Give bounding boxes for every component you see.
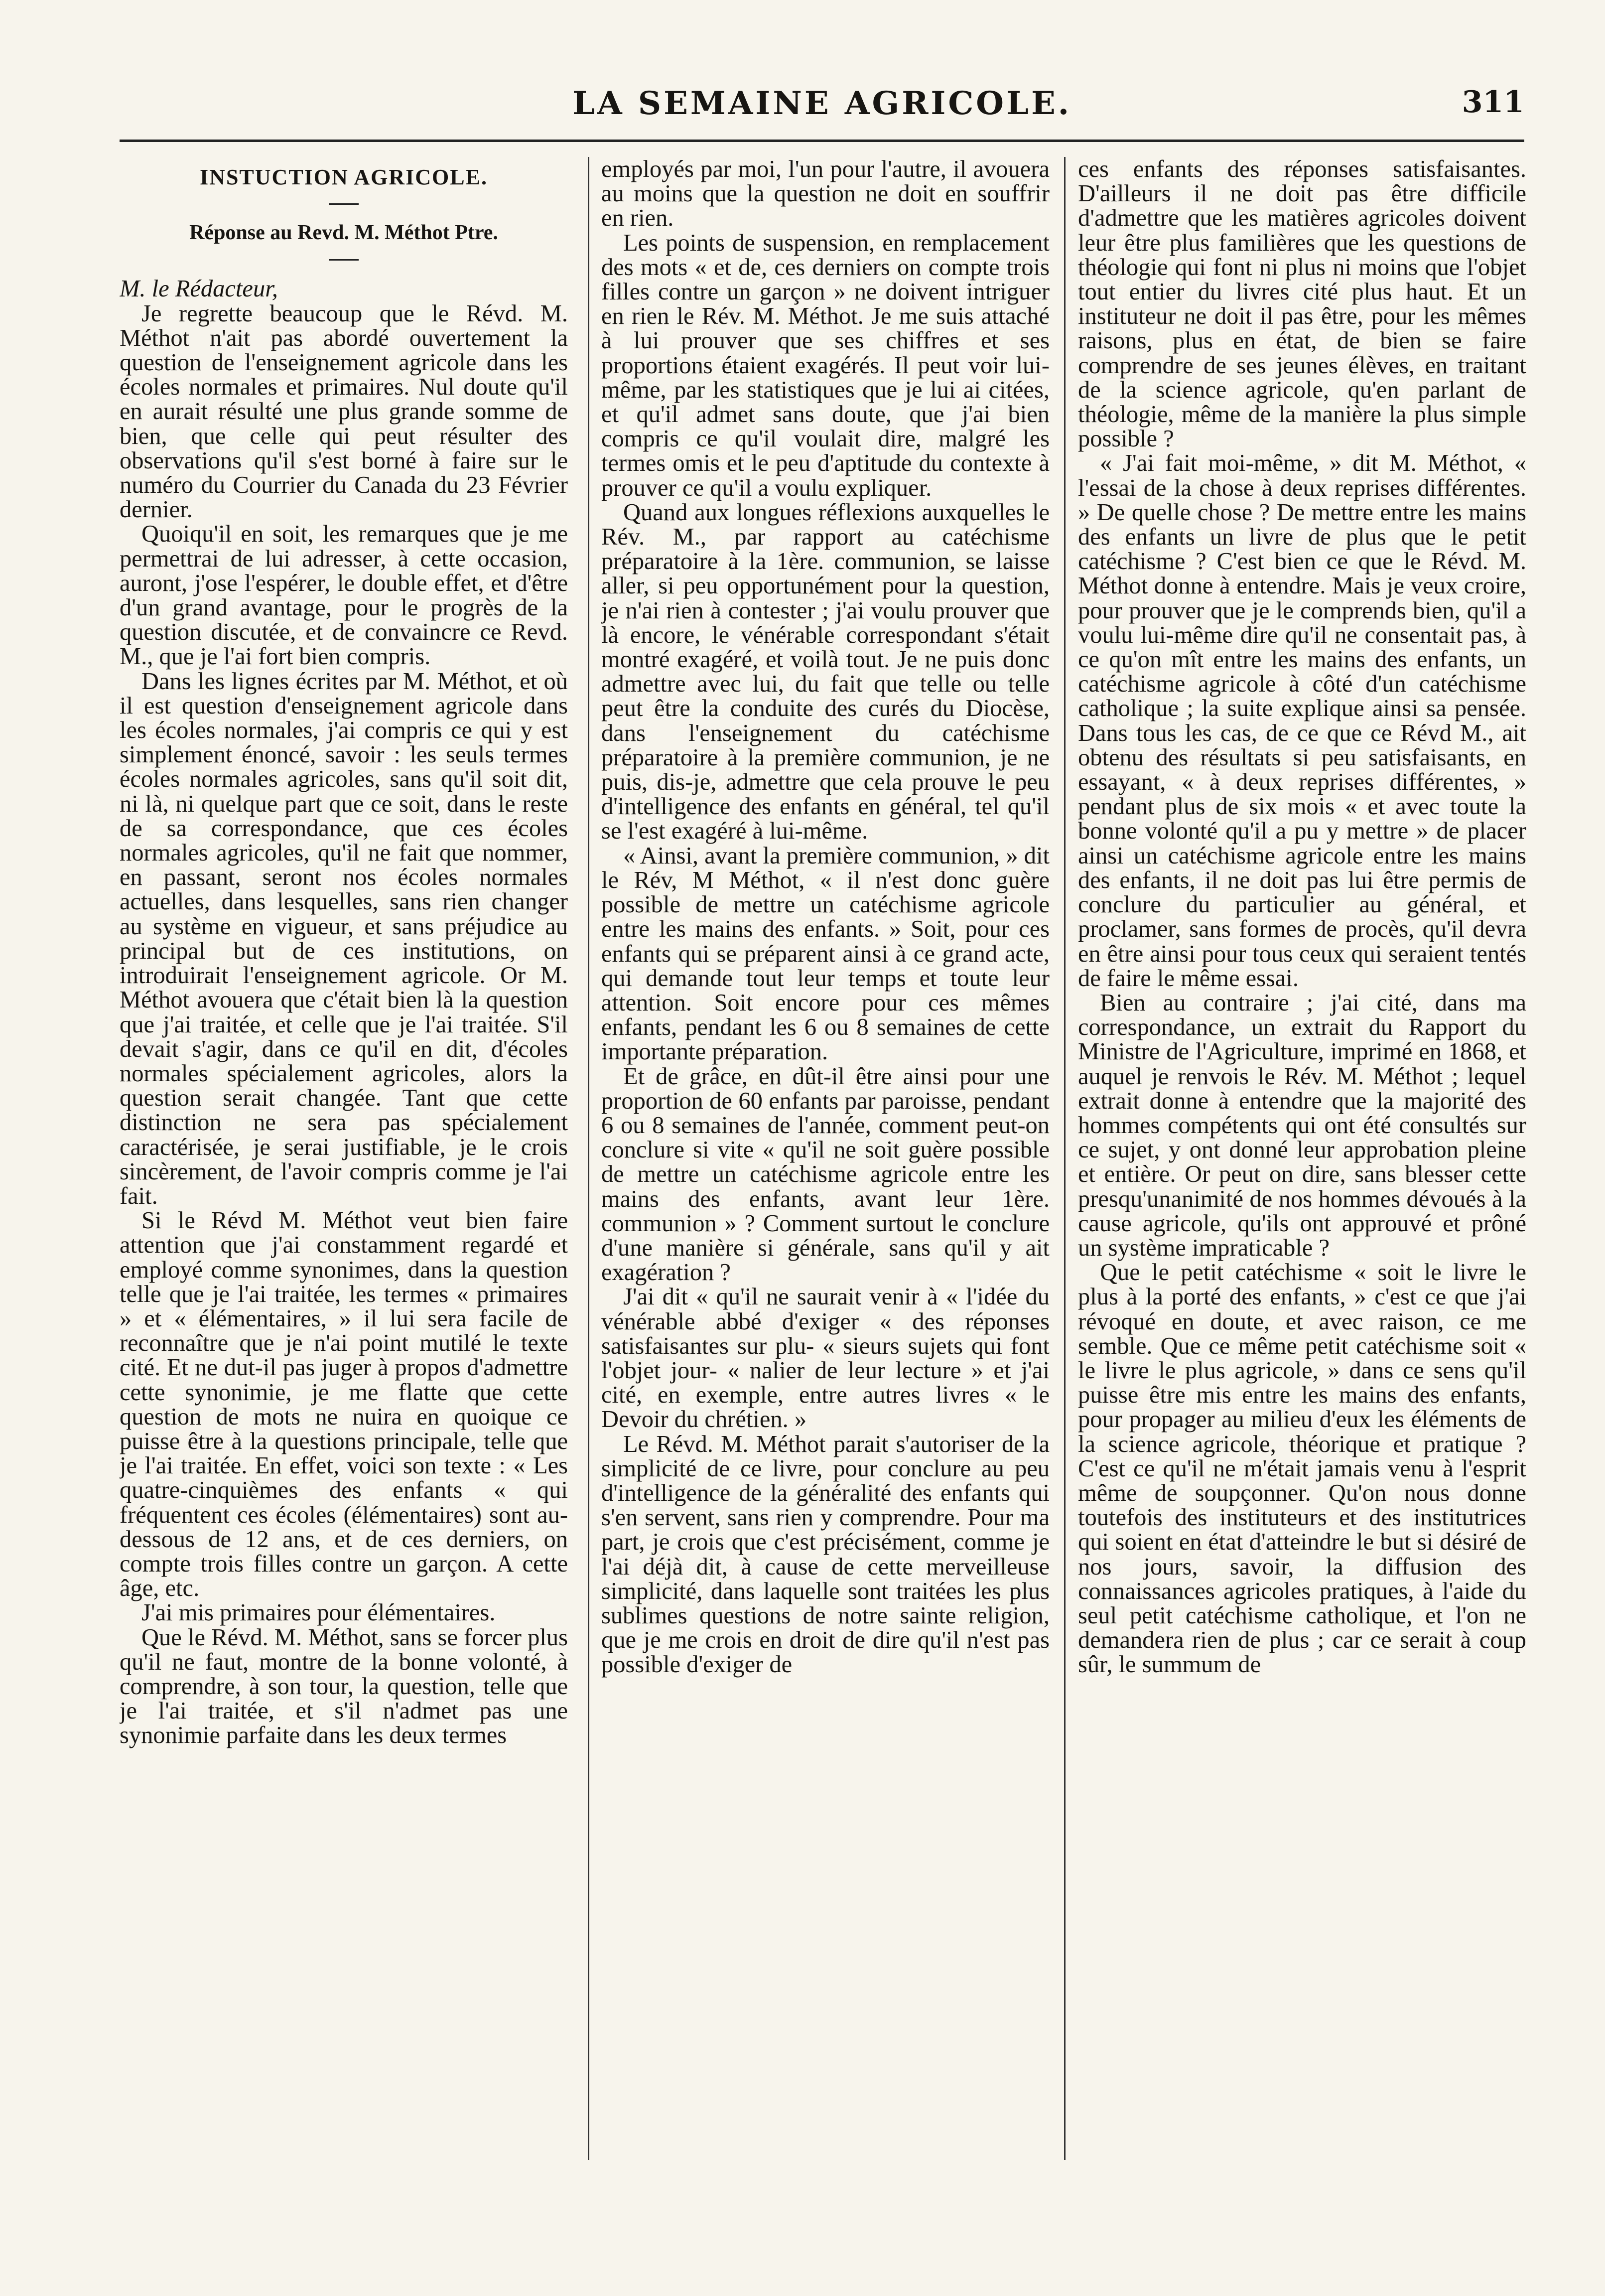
paragraph: Quand aux longues réflexions auxquelles le Rév. M., par rapport au catéchisme préparatoire à la 1ère. communion, se laisse aller, si peu opportunément pour la question, je n'ai rien à contester ; j'ai voulu prouver que là encore, le vénérable correspondant s'était montré exagéré, et voilà tout. Je ne puis donc admettre avec lui, du fait que telle ou telle peut être la conduite des curés du Diocèse, dans l'enseignement du catéchisme préparatoire à la première communion, je ne puis, dis-je, admettre que cela prouve le peu d'intelligence des enfants en général, tel qu'il se l'est exagéré à lui-même.	[601, 499, 1050, 845]
paragraph: Quoiqu'il en soit, les remarques que je me permettrai de lui adresser, à cette occasion, auront, j'ose l'espérer, le double effet, et d'être d'un grand avantage, pour le progrès de la question discutée, et de convaincre ce Revd. M., que je l'ai fort bien compris.	[120, 521, 568, 670]
paragraph: Les points de suspension, en remplacement des mots « et de, ces derniers on compte trois filles contre un garçon » ne doivent intriguer en rien le Rév. M. Méthot. Je me suis attaché à lui prouver que ses chiffres et ses proportions étaient exagérés. Il peut voir lui-même, par les statistiques que je lui ai citées, et qu'il admet sans doute, que j'ai bien compris ce qu'il voulait dire, malgré les termes omis et le peu d'aptitude du contexte à prouver ce qu'il a voulu expliquer.	[601, 229, 1050, 501]
column-2	[601, 157, 1050, 2160]
article-subheading: Réponse au Revd. M. Méthot Ptre.	[189, 221, 498, 245]
column-1	[120, 157, 568, 2160]
paragraph: Je regrette beaucoup que le Révd. M. Méthot n'ait pas abordé ouvertement la question de l'enseignement agricole dans les écoles normales et primaires. Nul doute qu'il en aurait résulté une plus grande somme de bien, que celle qui peut résulter des observations qu'il s'est borné à faire sur le numéro du Courrier du Canada du 23 Février dernier.	[120, 300, 568, 523]
column-3	[1078, 157, 1526, 2160]
paragraph: « J'ai fait moi-même, » dit M. Méthot, « l'essai de la chose à deux reprises différentes. » De quelle chose ? De mettre entre les mains des enfants un livre de plus que le petit catéchisme ? C'est bien ce que le Révd. M. Méthot donne à entendre. Mais je veux croire, pour prouver que je le comprends bien, qu'il a voulu lui-même dire qu'il ne consentait pas, à ce qu'on mît entre les mains des enfants, un catéchisme agricole à côté d'un catéchisme catholique ; la suite explique ainsi sa pensée. Dans tous les cas, de ce que ce Révd M., ait obtenu des résultats si peu satisfaisants, en essayant, « à deux reprises différentes, » pendant plus de six mois « et avec toute la bonne volonté qu'il a pu y mettre » de placer ainsi un catéchisme agricole entre les mains des enfants, il ne doit pas lui être permis de conclure du particulier au général, et proclamer, sans formes de procès, qu'il devra en être ainsi pour tous ceux qui seraient tentés de faire le même essai.	[1078, 450, 1526, 992]
page-number: 311	[1462, 85, 1524, 120]
paragraph: Que le petit catéchisme « soit le livre le plus à la porté des enfants, » c'est ce que j'ai révoqué en doute, et avec raison, ce me semble. Que ce même petit catéchisme soit « le livre le plus agricole, » dans ce sens qu'il puisse être mis entre les mains des enfants, pour propager au milieu d'eux les éléments de la science agricole, théorique et pratique ? C'est ce qu'il ne m'était jamais venu à l'esprit même de soupçonner. Qu'on nous donne toutefois des instituteurs et des institutrices qui soient en état d'atteindre le but si désiré de nos jours, savoir, la diffusion des connaissances agricoles pratiques, à l'aide du seul petit catéchisme catholique, et l'on ne demandera rien de plus ; car ce serait à coup sûr, le summum de	[1078, 1259, 1526, 1678]
paragraph: Et de grâce, en dût-il être ainsi pour une proportion de 60 enfants par paroisse, pendant 6 ou 8 semaines de l'année, comment peut-on conclure si vite « qu'il ne soit guère possible de mettre un catéchisme agricole entre les mains des enfants, avant leur 1ère. communion » ? Comment surtout le conclure d'une manière si générale, sans qu'il y ait exagération ?	[601, 1063, 1050, 1286]
column-divider	[1064, 157, 1066, 2160]
paragraph: J'ai dit « qu'il ne saurait venir à « l'idée du vénérable abbé d'exiger « des réponses satisfaisantes sur plu- « sieurs sujets qui font l'objet jour- « nalier de leur lecture » et j'ai cité, en exemple, entre autres livres « le Devoir du chrétien. »	[601, 1284, 1050, 1433]
heading-rule	[329, 203, 359, 205]
paragraph: Le Révd. M. Méthot parait s'autoriser de la simplicité de ce livre, pour conclure au peu d'intelligence de la généralité des enfants qui s'en servent, sans rien y comprendre. Pour ma part, je crois que c'est précisément, comme je l'ai déjà dit, à cause de cette merveilleuse simplicité, dans laquelle sont traitées les plus sublimes questions de notre sainte religion, que je me crois en droit de dire qu'il n'est pas possible d'exiger de	[601, 1431, 1050, 1678]
paragraph: Bien au contraire ; j'ai cité, dans ma correspondance, un extrait du Rapport du Ministre de l'Agriculture, imprimé en 1868, et auquel je renvois le Rév. M. Méthot ; lequel extrait donne à entendre que la majorité des hommes compétents qui ont été consultés sur ce sujet, y ont donné leur approbation pleine et entière. Or peut on dire, sans blesser cette presqu'unanimité de nos hommes dévoués à la cause agricole, qu'ils ont approuvé et prôné un système impraticable ?	[1078, 989, 1526, 1261]
paragraph: J'ai mis primaires pour élémentaires.	[141, 1599, 496, 1626]
paragraph: « Ainsi, avant la première communion, » dit le Rév, M Méthot, « il n'est donc guère possible de mettre un catéchisme agricole entre les mains des enfants. » Soit, pour ces enfants qui se préparent ainsi à ce grand acte, qui demande tout leur temps et toute leur attention. Soit encore pour ces mêmes enfants, pendant les 6 ou 8 semaines de cette importante préparation.	[601, 842, 1050, 1065]
salutation: M. le Rédacteur,	[120, 276, 278, 302]
running-title: LA SEMAINE AGRICOLE.	[572, 85, 1072, 122]
paragraph: Si le Révd M. Méthot veut bien faire attention que j'ai constamment regardé et employé comme synonimes, dans la question telle que je l'ai traitée, les termes « primaires » et « élémentaires, » il lui sera facile de reconnaître que je n'ai point mutilé le texte cité. Et ne dut-il pas juger à propos d'admettre cette synonimie, je me flatte que cette question de mots ne nuira en quoique ce puisse être à la questions principale, telle que je l'ai traitée. En effet, voici son texte : « Les quatre-cinquièmes des enfants « qui fréquentent ces écoles (élémentaires) sont au-dessous de 12 ans, et de ces derniers, on compte trois filles contre un garçon. A cette âge, etc.	[120, 1207, 568, 1602]
paragraph: Dans les lignes écrites par M. Méthot, et où il est question d'enseignement agricole dans les écoles normales, j'ai compris ce qui y est simplement énoncé, savoir : les seuls termes écoles normales agricoles, sans qu'il soit dit, ni là, ni quelque part que ce soit, dans le reste de sa correspondance, que ces écoles normales agricoles, qu'il ne fait que nommer, en passant, seront nos écoles normales actuelles, dans lesquelles, sans rien changer au système en vigueur, et sans préjudice au principal but de ces institutions, on introduirait l'enseignement agricole. Or M. Méthot avouera que c'était bien là la question que j'ai traitée, et celle que je l'ai traitée. S'il devait s'agir, dans ce qu'il en dit, d'écoles normales spécialement agricoles, alors la question serait changée. Tant que cette distinction ne sera pas spécialement caractérisée, je serai justifiable, je le crois sincèrement, de l'avoir compris comme je l'ai fait.	[120, 668, 568, 1209]
column-divider	[588, 157, 589, 2160]
article-heading: INSTUCTION AGRICOLE.	[200, 165, 488, 189]
paragraph: employés par moi, l'un pour l'autre, il avouera au moins que la question ne doit en souffrir en rien.	[601, 157, 1050, 232]
paragraph: ces enfants des réponses satisfaisantes. D'ailleurs il ne doit pas être difficile d'admettre que les matières agricoles doivent leur être plus familières que les questions de théologie qui font ni plus ni moins que l'objet tout entier du livres cité plus haut. Et un instituteur ne doit il pas être, pour les mêmes raisons, plus en état, de bien se faire comprendre de ses jeunes élèves, en traitant de la science agricole, qu'en parlant de théologie, même de la manière la plus simple possible ?	[1078, 157, 1526, 452]
header-rule	[120, 140, 1524, 142]
paragraph: Que le Révd. M. Méthot, sans se forcer plus qu'il ne faut, montre de la bonne volonté, à comprendre, à son tour, la question, telle que je l'ai traitée, et s'il n'admet pas une synonimie parfaite dans les deux termes	[120, 1624, 568, 1749]
page-header	[120, 75, 1524, 144]
subheading-rule	[329, 259, 359, 261]
